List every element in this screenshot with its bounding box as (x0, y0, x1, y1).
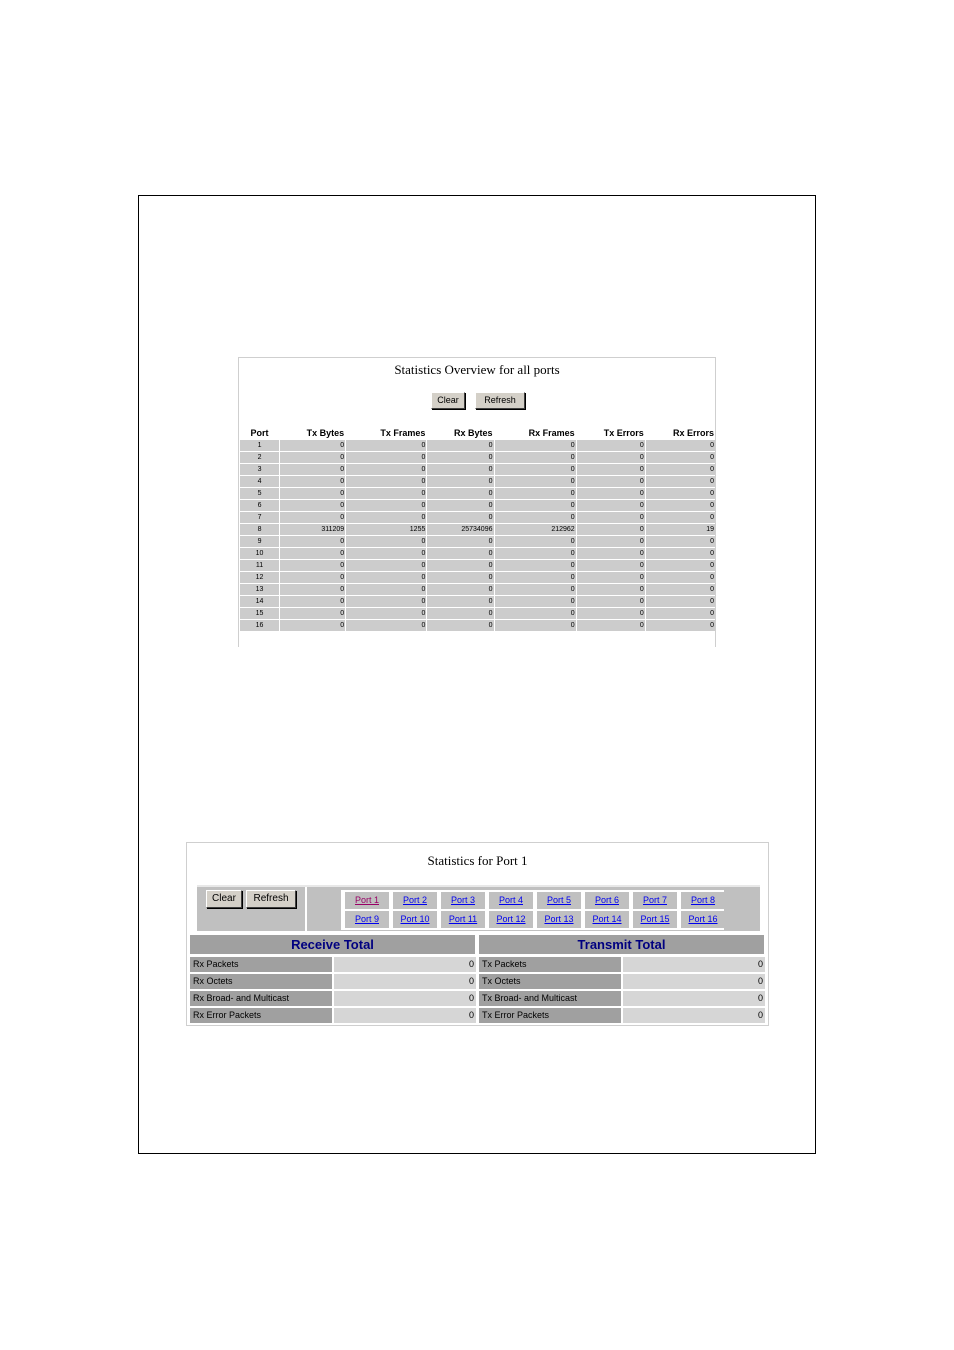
table-cell: 0 (577, 524, 645, 535)
tx-stat-value: 0 (623, 991, 765, 1006)
tx-stat-label: Tx Packets (479, 957, 621, 972)
table-cell: 0 (427, 608, 493, 619)
port-link[interactable]: Port 1 (345, 892, 389, 909)
table-cell: 0 (646, 536, 715, 547)
table-cell: 0 (280, 596, 345, 607)
port-link[interactable]: Port 16 (681, 911, 725, 928)
tx-stat-label: Tx Octets (479, 974, 621, 989)
port-link[interactable]: Port 9 (345, 911, 389, 928)
port-link-grid (341, 890, 724, 930)
table-row (240, 488, 715, 499)
table-cell: 0 (577, 572, 645, 583)
table-cell: 11 (240, 560, 279, 571)
table-cell: 0 (427, 512, 493, 523)
table-cell: 0 (646, 488, 715, 499)
table-cell: 0 (495, 608, 576, 619)
table-cell: 0 (280, 620, 345, 631)
table-row (240, 584, 715, 595)
table-cell: 311209 (280, 524, 345, 535)
table-cell: 16 (240, 620, 279, 631)
table-cell: 0 (346, 464, 426, 475)
table-row (240, 608, 715, 619)
table-cell: 2 (240, 452, 279, 463)
table-cell: 0 (346, 548, 426, 559)
port-statistics-panel (186, 842, 769, 1026)
port-clear-button[interactable]: Clear (206, 890, 242, 908)
table-cell: 0 (346, 572, 426, 583)
table-cell: 0 (280, 512, 345, 523)
table-cell: 0 (427, 500, 493, 511)
table-cell: 0 (280, 464, 345, 475)
table-cell: 0 (427, 464, 493, 475)
table-cell: 8 (240, 524, 279, 535)
table-row (240, 500, 715, 511)
port-link[interactable]: Port 13 (537, 911, 581, 928)
table-cell: 0 (280, 560, 345, 571)
column-header: Rx Bytes (427, 427, 493, 439)
table-cell: 0 (346, 620, 426, 631)
table-cell: 0 (646, 560, 715, 571)
table-cell: 0 (427, 572, 493, 583)
table-cell: 0 (280, 608, 345, 619)
port-link[interactable]: Port 10 (393, 911, 437, 928)
table-cell: 0 (577, 536, 645, 547)
port-link[interactable]: Port 8 (681, 892, 725, 909)
table-cell: 12 (240, 572, 279, 583)
port-link[interactable]: Port 7 (633, 892, 677, 909)
table-row (240, 452, 715, 463)
overview-title: Statistics Overview for all ports (394, 362, 560, 377)
table-cell: 0 (577, 620, 645, 631)
table-cell: 15 (240, 608, 279, 619)
rx-stat-label: Rx Packets (190, 957, 332, 972)
table-cell: 0 (577, 560, 645, 571)
table-cell: 0 (346, 476, 426, 487)
table-cell: 0 (646, 572, 715, 583)
statistics-overview-panel (238, 357, 716, 647)
table-cell: 0 (577, 512, 645, 523)
table-cell: 0 (495, 620, 576, 631)
tx-stat-label: Tx Error Packets (479, 1008, 621, 1023)
port-refresh-button[interactable]: Refresh (246, 890, 296, 908)
table-cell: 0 (495, 584, 576, 595)
rx-stat-value: 0 (334, 974, 476, 989)
table-cell: 0 (427, 548, 493, 559)
table-cell: 0 (577, 464, 645, 475)
table-cell: 0 (495, 596, 576, 607)
table-cell: 0 (495, 500, 576, 511)
table-cell: 0 (646, 620, 715, 631)
port-link[interactable]: Port 12 (489, 911, 533, 928)
table-row (240, 620, 715, 631)
table-cell: 0 (495, 536, 576, 547)
table-cell: 0 (346, 584, 426, 595)
table-cell: 0 (495, 488, 576, 499)
rx-stat-value: 0 (334, 957, 476, 972)
port-link[interactable]: Port 14 (585, 911, 629, 928)
column-header: Port (240, 427, 279, 439)
table-cell: 0 (577, 500, 645, 511)
table-cell: 0 (280, 476, 345, 487)
tx-stat-value: 0 (623, 974, 765, 989)
column-header: Rx Errors (646, 427, 715, 439)
table-cell: 0 (346, 440, 426, 451)
table-cell: 0 (646, 584, 715, 595)
table-cell: 4 (240, 476, 279, 487)
table-cell: 0 (427, 476, 493, 487)
tx-stat-value: 0 (623, 957, 765, 972)
column-header: Rx Frames (495, 427, 576, 439)
table-cell: 0 (646, 452, 715, 463)
table-cell: 0 (427, 440, 493, 451)
table-cell: 1 (240, 440, 279, 451)
table-cell: 5 (240, 488, 279, 499)
column-header: Tx Bytes (280, 427, 345, 439)
table-cell: 212962 (495, 524, 576, 535)
receive-total-header: Receive Total (190, 935, 475, 954)
port-link[interactable]: Port 4 (489, 892, 533, 909)
table-cell: 0 (646, 440, 715, 451)
table-row (240, 536, 715, 547)
table-cell: 0 (346, 512, 426, 523)
table-cell: 0 (495, 440, 576, 451)
column-header: Tx Errors (577, 427, 645, 439)
table-cell: 0 (280, 536, 345, 547)
table-cell: 0 (495, 512, 576, 523)
table-cell: 0 (577, 548, 645, 559)
table-cell: 0 (427, 488, 493, 499)
rx-stat-label: Rx Broad- and Multicast (190, 991, 332, 1006)
table-cell: 0 (495, 560, 576, 571)
table-cell: 0 (646, 476, 715, 487)
table-cell: 0 (427, 584, 493, 595)
table-cell: 0 (280, 440, 345, 451)
table-cell: 9 (240, 536, 279, 547)
table-cell: 0 (346, 500, 426, 511)
overview-table (239, 426, 716, 632)
table-cell: 0 (280, 584, 345, 595)
table-cell: 0 (646, 596, 715, 607)
table-cell: 3 (240, 464, 279, 475)
table-cell: 0 (427, 560, 493, 571)
table-cell: 0 (495, 464, 576, 475)
table-cell: 0 (646, 512, 715, 523)
rx-stat-label: Rx Octets (190, 974, 332, 989)
port-link[interactable]: Port 11 (441, 911, 485, 928)
table-cell: 19 (646, 524, 715, 535)
table-cell: 0 (427, 536, 493, 547)
table-cell: 0 (280, 548, 345, 559)
port-link[interactable]: Port 3 (441, 892, 485, 909)
table-cell: 0 (346, 452, 426, 463)
table-cell: 0 (427, 620, 493, 631)
table-cell: 0 (577, 488, 645, 499)
column-header: Tx Frames (346, 427, 426, 439)
overview-clear-button[interactable]: Clear (431, 392, 465, 409)
table-cell: 13 (240, 584, 279, 595)
table-cell: 6 (240, 500, 279, 511)
table-cell: 0 (427, 596, 493, 607)
tx-stat-value: 0 (623, 1008, 765, 1023)
table-row (240, 440, 715, 451)
table-cell: 1255 (346, 524, 426, 535)
table-cell: 0 (346, 560, 426, 571)
table-row (240, 572, 715, 583)
port-link[interactable]: Port 6 (585, 892, 629, 909)
port-link[interactable]: Port 5 (537, 892, 581, 909)
table-cell: 0 (495, 452, 576, 463)
table-cell: 25734096 (427, 524, 493, 535)
table-cell: 0 (346, 488, 426, 499)
port-statistics-title: Statistics for Port 1 (427, 853, 528, 868)
table-cell: 0 (577, 596, 645, 607)
table-row (240, 464, 715, 475)
table-cell: 0 (646, 608, 715, 619)
table-cell: 0 (577, 584, 645, 595)
port-toolbar (197, 885, 760, 931)
table-cell: 0 (280, 500, 345, 511)
table-cell: 7 (240, 512, 279, 523)
table-row (240, 524, 715, 535)
table-cell: 0 (577, 452, 645, 463)
table-cell: 0 (495, 476, 576, 487)
table-row (240, 560, 715, 571)
table-row (240, 512, 715, 523)
table-row (240, 476, 715, 487)
table-cell: 0 (646, 548, 715, 559)
port-link[interactable]: Port 2 (393, 892, 437, 909)
table-row (240, 548, 715, 559)
table-cell: 0 (577, 608, 645, 619)
table-cell: 0 (495, 548, 576, 559)
table-cell: 0 (577, 476, 645, 487)
rx-stat-label: Rx Error Packets (190, 1008, 332, 1023)
table-cell: 0 (280, 572, 345, 583)
tx-stat-label: Tx Broad- and Multicast (479, 991, 621, 1006)
table-cell: 0 (346, 608, 426, 619)
table-cell: 10 (240, 548, 279, 559)
rx-stat-value: 0 (334, 991, 476, 1006)
table-cell: 0 (280, 452, 345, 463)
overview-refresh-button[interactable]: Refresh (475, 392, 525, 409)
table-cell: 0 (495, 572, 576, 583)
table-cell: 0 (346, 536, 426, 547)
table-cell: 0 (646, 500, 715, 511)
transmit-total-header: Transmit Total (479, 935, 764, 954)
table-cell: 0 (646, 464, 715, 475)
table-cell: 0 (280, 488, 345, 499)
table-cell: 0 (577, 440, 645, 451)
toolbar-divider (305, 887, 307, 931)
rx-stat-value: 0 (334, 1008, 476, 1023)
table-cell: 0 (346, 596, 426, 607)
port-link[interactable]: Port 15 (633, 911, 677, 928)
table-row (240, 596, 715, 607)
table-cell: 0 (427, 452, 493, 463)
table-cell: 14 (240, 596, 279, 607)
